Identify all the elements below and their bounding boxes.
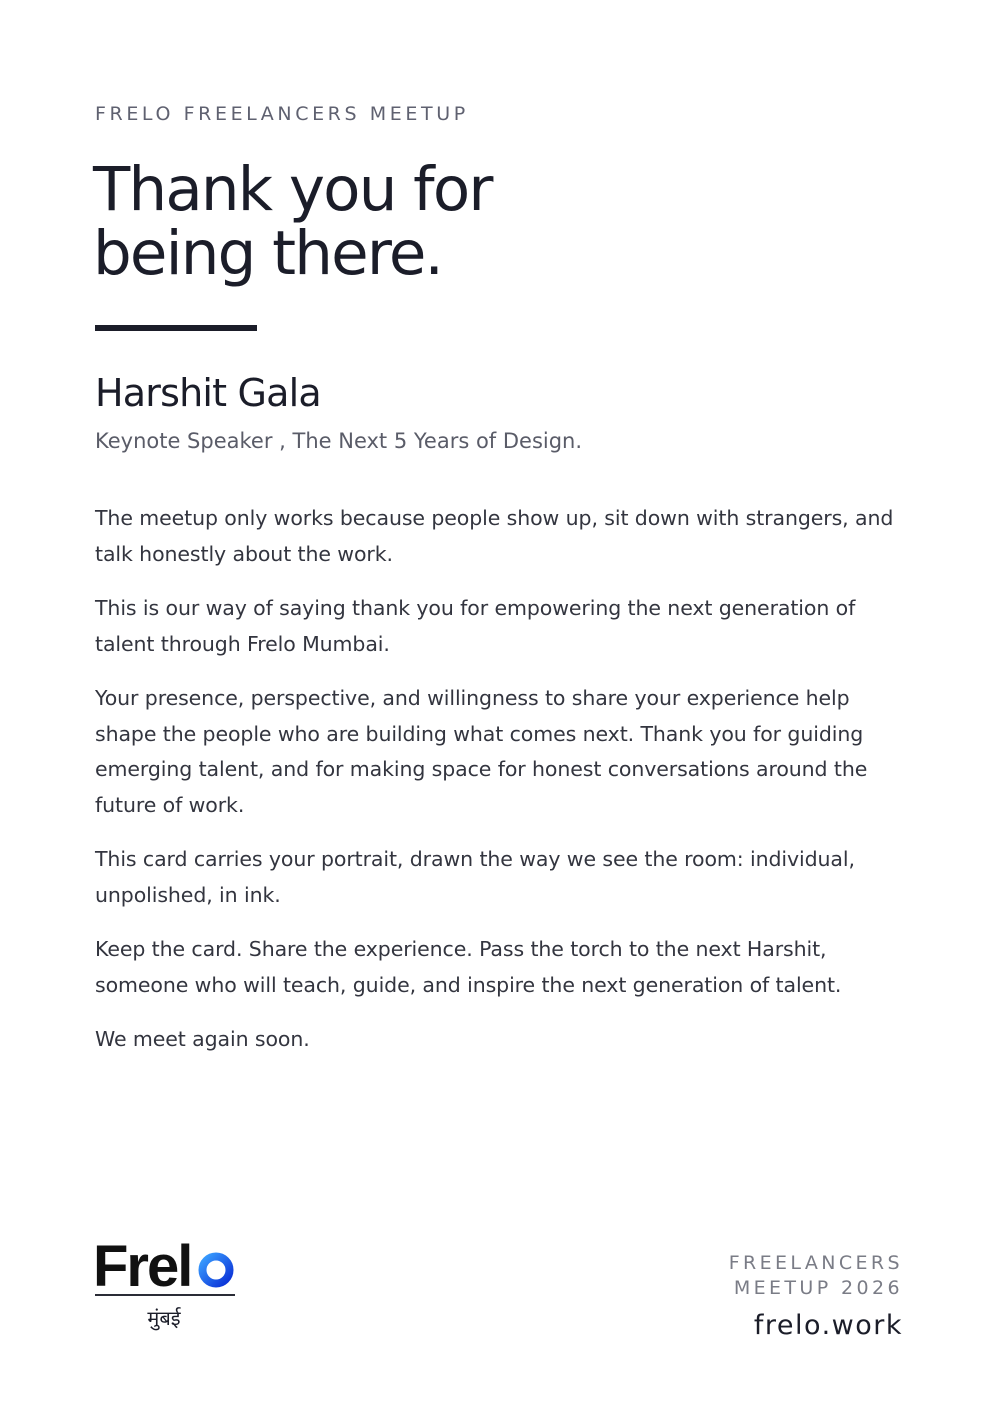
logo-city-label: मुंबई bbox=[147, 1306, 181, 1330]
frelo-logo bbox=[93, 1232, 235, 1331]
website-link[interactable]: frelo.work bbox=[753, 1310, 903, 1341]
paragraph: Keep the card. Share the experience. Pass the torch to the next Harshit, someone who will teach, guide, and inspire the next generation of talent. bbox=[95, 937, 842, 997]
meetup-line-2: MEETUP 2026 bbox=[733, 1277, 903, 1299]
frelo-logo-mark bbox=[93, 1232, 235, 1290]
meetup-line-1: FREELANCERS bbox=[728, 1252, 903, 1274]
recipient-name: Harshit Gala bbox=[95, 371, 321, 415]
letter-body bbox=[95, 501, 895, 1077]
meetup-label bbox=[729, 1251, 903, 1301]
logo-underline bbox=[95, 1294, 235, 1296]
logo-o-ring-icon bbox=[203, 1257, 230, 1284]
paragraph: Your presence, perspective, and willingness to share your experience help shape the people who are building what comes next. Thank you for guiding emerging talent, and for making space for honest conversations around the future of work. bbox=[95, 686, 868, 817]
paragraph: The meetup only works because people show up, sit down with strangers, and talk honestly about the work. bbox=[95, 506, 894, 566]
page-title bbox=[93, 154, 713, 289]
title-divider bbox=[95, 325, 257, 331]
recipient-role: Keynote Speaker , The Next 5 Years of Design. bbox=[95, 429, 583, 453]
paragraph: We meet again soon. bbox=[95, 1027, 310, 1051]
logo-wordmark: Frel bbox=[93, 1234, 192, 1290]
paragraph: This is our way of saying thank you for empowering the next generation of talent through Frelo Mumbai. bbox=[95, 596, 856, 656]
title-line-2: being there. bbox=[93, 218, 443, 289]
paragraph: This card carries your portrait, drawn the way we see the room: individual, unpolished, in ink. bbox=[95, 847, 855, 907]
title-line-1: Thank you for bbox=[93, 154, 492, 225]
eyebrow-label: FRELO FREELANCERS MEETUP bbox=[95, 103, 469, 125]
